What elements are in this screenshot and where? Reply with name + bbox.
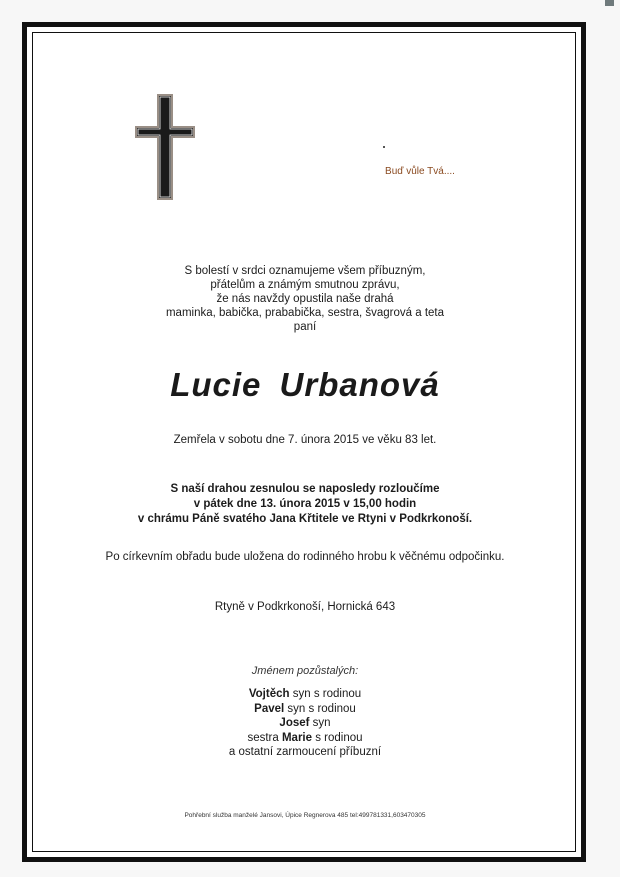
mourner-name: Vojtěch [248,688,290,700]
funeral-service-footer: Pohřební služba manželé Jansovi, Úpice Regnerova 485 tel:499781331,603470305 [184,812,426,819]
scan-corner-mark [605,0,614,6]
intro-line: přátelům a známým smutnou zprávu, [210,279,400,291]
deceased-name: Lucie Urbanová [170,366,440,403]
intro-text [40,264,570,334]
mourner-name: Pavel [254,702,285,715]
family-address: Rtyně v Podkrkonoší, Hornická 643 [214,601,396,613]
mourners-title: Jménem pozůstalých: [251,665,359,677]
funeral-line: v chrámu Páně svatého Jana Křtitele ve Rtyni v Podkrkonoší. [137,513,473,525]
mourner-name: Josef [279,717,310,729]
death-notice: Zemřela v sobotu dne 7. února 2015 ve věku 83 let. [173,434,437,446]
mourner-name: Marie [281,731,313,744]
intro-line: že nás navždy opustila naše drahá [216,293,394,305]
motto-text: Buď vůle Tvá.... [385,166,455,177]
mourner-entry: Pavel syn s rodinou [254,702,356,715]
mourner-entry: sestra Marie s rodinou [247,731,363,744]
mourners-list [40,687,570,760]
mourner-entry: Josef syn [279,717,331,729]
cross-icon [134,93,196,201]
intro-line: S bolestí v srdci oznamujeme všem příbuzným, [184,265,426,277]
burial-notice: Po církevním obřadu bude uložena do rodinného hrobu k věčnému odpočinku. [105,551,505,563]
funeral-line: v pátek dne 13. února 2015 v 15,00 hodin [193,498,417,510]
mourner-entry: a ostatní zarmoucení příbuzní [228,746,382,758]
intro-line: paní [293,321,317,333]
decorative-dot [383,146,385,148]
intro-line: maminka, babička, prababička, sestra, švagrová a teta [165,307,445,319]
funeral-line: S naší drahou zesnulou se naposledy rozloučíme [170,483,440,495]
mourner-entry: Vojtěch syn s rodinou [248,688,362,700]
funeral-info [40,482,570,527]
